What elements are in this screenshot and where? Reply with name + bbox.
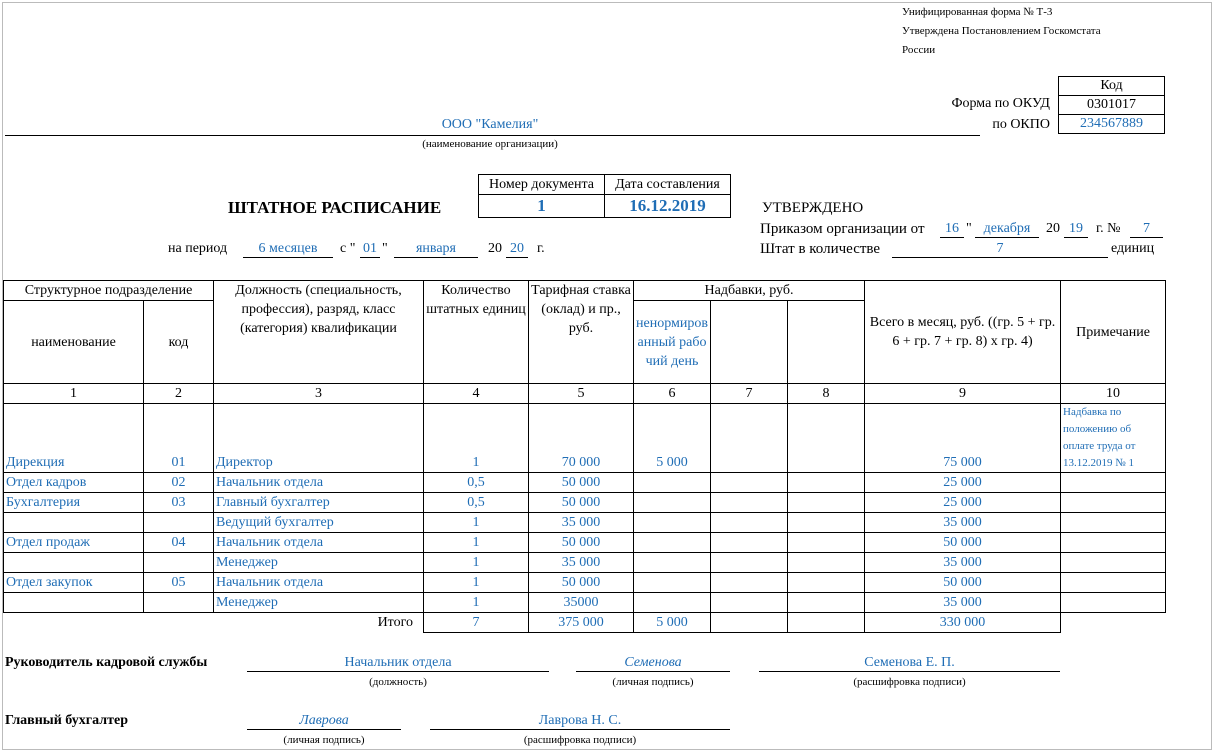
row-allowance-8 bbox=[788, 473, 865, 493]
row-rate: 35 000 bbox=[529, 513, 634, 533]
row-position: Директор bbox=[214, 404, 424, 473]
header-struct: Структурное подразделение bbox=[4, 281, 214, 301]
form-line: Утверждена Постановлением Госкомстата bbox=[902, 25, 1101, 37]
col-number: 5 bbox=[529, 384, 634, 404]
accountant-name: Лаврова Н. С. bbox=[430, 713, 730, 730]
table-row bbox=[4, 533, 1166, 553]
row-count: 1 bbox=[424, 404, 529, 473]
header-total: Всего в месяц, руб. ((гр. 5 + гр. 6 + гр. 7 + гр. 8) х гр. 4) bbox=[865, 281, 1061, 384]
col-number: 2 bbox=[144, 384, 214, 404]
doc-title: ШТАТНОЕ РАСПИСАНИЕ bbox=[228, 198, 442, 217]
staff-count: 7 bbox=[892, 241, 1108, 258]
row-position: Главный бухгалтер bbox=[214, 493, 424, 513]
row-allowance-7 bbox=[711, 513, 788, 533]
row-code: 01 bbox=[144, 404, 214, 473]
row-allowance-7 bbox=[711, 493, 788, 513]
row-name: Отдел продаж bbox=[4, 533, 144, 553]
row-total: 25 000 bbox=[865, 493, 1061, 513]
hr-label: Руководитель кадровой службы bbox=[5, 655, 208, 670]
okpo-label: по ОКПО bbox=[992, 117, 1050, 132]
row-rate: 35 000 bbox=[529, 553, 634, 573]
approval-month: декабря bbox=[975, 221, 1039, 238]
hr-position: Начальник отдела bbox=[247, 655, 549, 672]
form-line: России bbox=[902, 44, 936, 56]
code-box bbox=[1058, 76, 1165, 134]
okud-label: Форма по ОКУД bbox=[951, 96, 1050, 111]
row-allowance-8 bbox=[788, 573, 865, 593]
row-position: Менеджер bbox=[214, 553, 424, 573]
total-allowance-8 bbox=[788, 613, 865, 633]
row-total: 35 000 bbox=[865, 593, 1061, 613]
period-quote: " bbox=[382, 241, 388, 256]
accountant-label: Главный бухгалтер bbox=[5, 713, 128, 728]
row-code: 05 bbox=[144, 573, 214, 593]
header-position: Должность (специальность, профессия), разряд, класс (категория) квалификации bbox=[214, 281, 424, 384]
period-year-prefix: 20 bbox=[488, 241, 502, 256]
col-number: 9 bbox=[865, 384, 1061, 404]
row-rate: 50 000 bbox=[529, 473, 634, 493]
total-count: 7 bbox=[424, 613, 529, 633]
row-position: Менеджер bbox=[214, 593, 424, 613]
approval-year-prefix: 20 bbox=[1046, 221, 1060, 236]
row-count: 1 bbox=[424, 573, 529, 593]
row-rate: 35000 bbox=[529, 593, 634, 613]
row-position: Начальник отдела bbox=[214, 533, 424, 553]
approval-number: 7 bbox=[1130, 221, 1163, 238]
total-spacer bbox=[4, 613, 144, 633]
accountant-signature: Лаврова bbox=[247, 713, 401, 730]
header-allowance-7 bbox=[711, 301, 788, 384]
row-code bbox=[144, 513, 214, 533]
row-code: 04 bbox=[144, 533, 214, 553]
staff-table bbox=[3, 280, 1166, 633]
row-position: Начальник отдела bbox=[214, 473, 424, 493]
row-allowance-7 bbox=[711, 553, 788, 573]
row-allowance-7 bbox=[711, 404, 788, 473]
approval-year: 19 bbox=[1064, 221, 1088, 238]
row-name bbox=[4, 593, 144, 613]
row-count: 1 bbox=[424, 593, 529, 613]
row-count: 1 bbox=[424, 513, 529, 533]
row-allowance-8 bbox=[788, 493, 865, 513]
row-note bbox=[1061, 513, 1166, 533]
accountant-name-caption: (расшифровка подписи) bbox=[523, 734, 637, 746]
row-name bbox=[4, 513, 144, 533]
period-year: 20 bbox=[506, 241, 528, 258]
row-allowance-6 bbox=[634, 553, 711, 573]
total-allowance-7 bbox=[711, 613, 788, 633]
col-number: 1 bbox=[4, 384, 144, 404]
col-number: 6 bbox=[634, 384, 711, 404]
period-value: 6 месяцев bbox=[243, 241, 333, 258]
header-allowance-8 bbox=[788, 301, 865, 384]
row-allowance-6 bbox=[634, 513, 711, 533]
row-note bbox=[1061, 533, 1166, 553]
total-spacer bbox=[144, 613, 214, 633]
total-sum: 330 000 bbox=[865, 613, 1061, 633]
org-caption: (наименование организации) bbox=[422, 138, 558, 150]
row-allowance-8 bbox=[788, 553, 865, 573]
code-label: Код bbox=[1059, 77, 1165, 96]
table-row bbox=[4, 593, 1166, 613]
header-code: код bbox=[144, 301, 214, 384]
row-code bbox=[144, 553, 214, 573]
table-row bbox=[4, 473, 1166, 493]
row-allowance-8 bbox=[788, 513, 865, 533]
row-total: 35 000 bbox=[865, 553, 1061, 573]
staff-unit: единиц bbox=[1111, 241, 1155, 256]
row-total: 35 000 bbox=[865, 513, 1061, 533]
doc-date-label: Дата составления bbox=[605, 175, 731, 195]
row-count: 0,5 bbox=[424, 473, 529, 493]
table-row bbox=[4, 404, 1166, 473]
org-line bbox=[5, 135, 980, 136]
row-name: Дирекция bbox=[4, 404, 144, 473]
total-label: Итого bbox=[377, 615, 413, 631]
doc-number: 1 bbox=[479, 195, 605, 218]
doc-number-label: Номер документа bbox=[479, 175, 605, 195]
doc-number-box bbox=[478, 174, 731, 218]
row-allowance-7 bbox=[711, 473, 788, 493]
col-number: 10 bbox=[1061, 384, 1166, 404]
row-note bbox=[1061, 493, 1166, 513]
row-position: Начальник отдела bbox=[214, 573, 424, 593]
period-year-unit: г. bbox=[537, 241, 545, 256]
col-number: 4 bbox=[424, 384, 529, 404]
row-rate: 50 000 bbox=[529, 493, 634, 513]
row-allowance-6 bbox=[634, 533, 711, 553]
staff-label: Штат в количестве bbox=[760, 241, 881, 257]
row-name: Отдел закупок bbox=[4, 573, 144, 593]
total-rate: 375 000 bbox=[529, 613, 634, 633]
row-allowance-8 bbox=[788, 533, 865, 553]
row-count: 1 bbox=[424, 553, 529, 573]
approval-order-label: Приказом организации от bbox=[760, 221, 925, 237]
row-rate: 50 000 bbox=[529, 533, 634, 553]
approval-quote: " bbox=[966, 221, 972, 236]
row-code: 02 bbox=[144, 473, 214, 493]
row-name bbox=[4, 553, 144, 573]
row-allowance-8 bbox=[788, 404, 865, 473]
period-label: на период bbox=[168, 241, 228, 256]
hr-name-caption: (расшифровка подписи) bbox=[853, 676, 966, 688]
total-spacer bbox=[1061, 613, 1166, 633]
row-count: 1 bbox=[424, 533, 529, 553]
row-allowance-7 bbox=[711, 573, 788, 593]
row-note bbox=[1061, 553, 1166, 573]
row-note: Надбавка по положению об оплате труда от 13.12.2019 № 1 bbox=[1061, 404, 1166, 473]
row-name: Бухгалтерия bbox=[4, 493, 144, 513]
total-allowance-6: 5 000 bbox=[634, 613, 711, 633]
table-row bbox=[4, 573, 1166, 593]
header-note: Примечание bbox=[1061, 281, 1166, 384]
table-row bbox=[4, 553, 1166, 573]
row-position: Ведущий бухгалтер bbox=[214, 513, 424, 533]
row-note bbox=[1061, 593, 1166, 613]
period-month: января bbox=[394, 241, 478, 258]
doc-date: 16.12.2019 bbox=[605, 195, 731, 218]
row-note bbox=[1061, 573, 1166, 593]
row-allowance-6 bbox=[634, 593, 711, 613]
okpo-value: 234567889 bbox=[1059, 115, 1165, 134]
form-info bbox=[902, 3, 1101, 60]
period-from-label: с " bbox=[340, 241, 356, 256]
accountant-signature-caption: (личная подпись) bbox=[283, 734, 365, 746]
row-total: 25 000 bbox=[865, 473, 1061, 493]
row-allowance-8 bbox=[788, 593, 865, 613]
okud-value: 0301017 bbox=[1059, 96, 1165, 115]
header-allowance-6: ненормированный рабочий день bbox=[634, 301, 711, 384]
row-count: 0,5 bbox=[424, 493, 529, 513]
header-allowances: Надбавки, руб. bbox=[634, 281, 865, 301]
table-row bbox=[4, 513, 1166, 533]
row-allowance-6 bbox=[634, 493, 711, 513]
row-code: 03 bbox=[144, 493, 214, 513]
hr-name: Семенова Е. П. bbox=[759, 655, 1060, 672]
col-number: 7 bbox=[711, 384, 788, 404]
row-rate: 50 000 bbox=[529, 573, 634, 593]
row-name: Отдел кадров bbox=[4, 473, 144, 493]
row-code bbox=[144, 593, 214, 613]
row-allowance-6 bbox=[634, 573, 711, 593]
header-name: наименование bbox=[4, 301, 144, 384]
table-row bbox=[4, 493, 1166, 513]
period-day: 01 bbox=[360, 241, 380, 258]
col-number: 8 bbox=[788, 384, 865, 404]
approval-title: УТВЕРЖДЕНО bbox=[762, 200, 864, 216]
row-note bbox=[1061, 473, 1166, 493]
col-number: 3 bbox=[214, 384, 424, 404]
approval-number-label: г. № bbox=[1096, 221, 1121, 236]
row-rate: 70 000 bbox=[529, 404, 634, 473]
approval-day: 16 bbox=[940, 221, 964, 238]
hr-signature-caption: (личная подпись) bbox=[612, 676, 694, 688]
hr-signature: Семенова bbox=[576, 655, 730, 672]
row-allowance-6 bbox=[634, 473, 711, 493]
hr-position-caption: (должность) bbox=[369, 676, 427, 688]
row-allowance-7 bbox=[711, 593, 788, 613]
form-line: Унифицированная форма № Т-3 bbox=[902, 6, 1053, 18]
header-rate: Тарифная ставка (оклад) и пр., руб. bbox=[529, 281, 634, 384]
row-allowance-6: 5 000 bbox=[634, 404, 711, 473]
header-count: Количество штатных единиц bbox=[424, 281, 529, 384]
row-allowance-7 bbox=[711, 533, 788, 553]
org-name: ООО "Камелия" bbox=[441, 117, 539, 132]
row-total: 75 000 bbox=[865, 404, 1061, 473]
row-total: 50 000 bbox=[865, 573, 1061, 593]
row-total: 50 000 bbox=[865, 533, 1061, 553]
